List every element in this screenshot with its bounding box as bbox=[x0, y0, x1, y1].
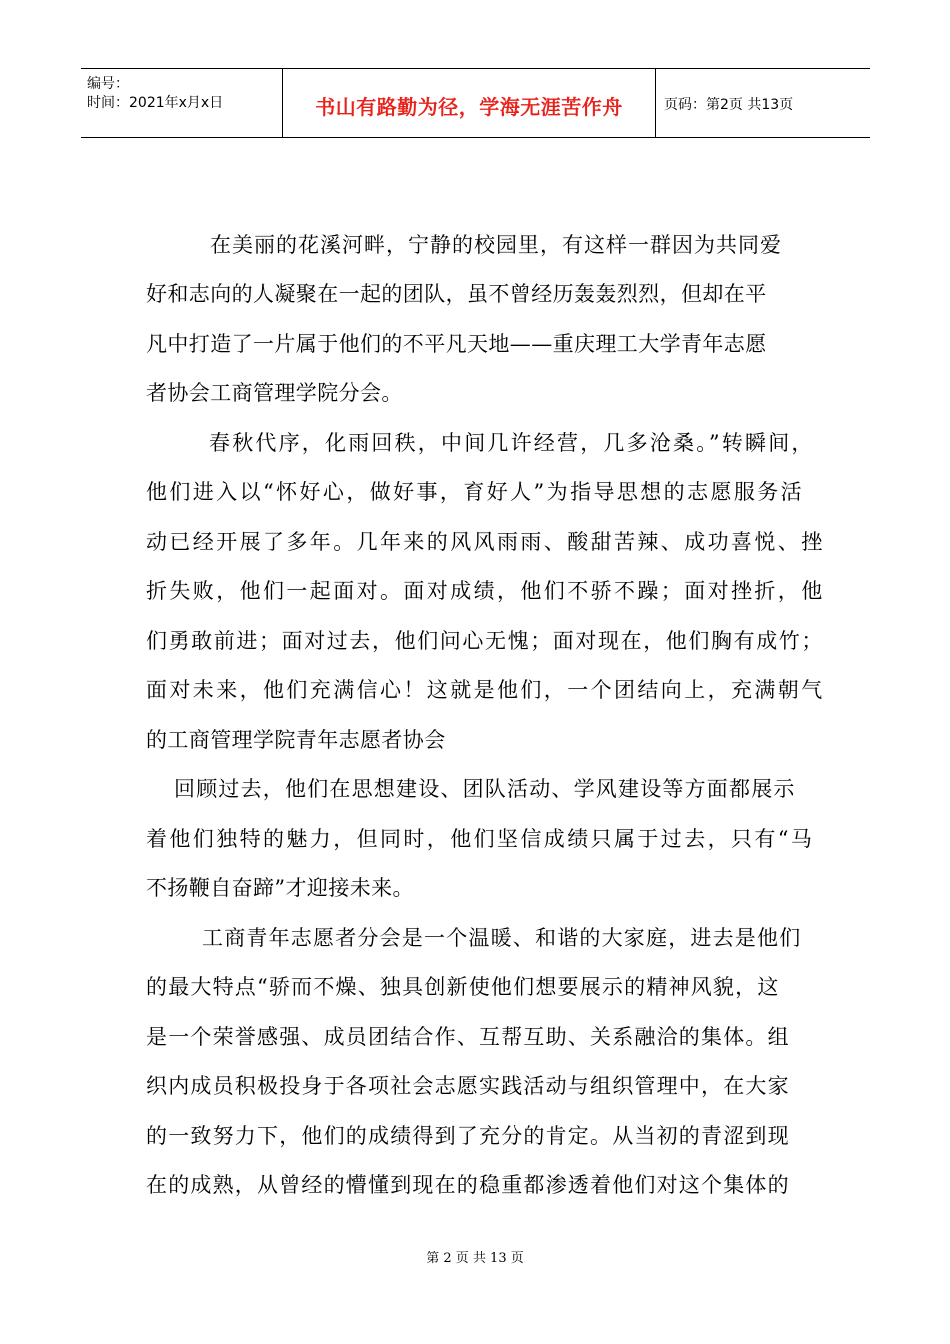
paragraph-line: 在的成熟，从曾经的懵懂到现在的稳重都渗透着他们对这个集体的 bbox=[146, 1173, 790, 1197]
paragraph-line: 的最大特点“骄而不燥、独具创新使他们想要展示的精神风貌，这 bbox=[146, 975, 780, 999]
page-info: 页码：第2页 共13页 bbox=[664, 97, 794, 113]
paragraph-line: 者协会工商管理学院分会。 bbox=[146, 381, 403, 405]
paragraph-line: 动已经开展了多年。几年来的风风雨雨、酸甜苦辣、成功喜悦、挫 bbox=[146, 530, 825, 554]
paragraph-line: 是一个荣誉感强、成员团结合作、互帮互助、关系融洽的集体。组 bbox=[146, 1025, 790, 1049]
page-footer: 第 2 页 共 13 页 bbox=[426, 1251, 524, 1266]
paragraph-line: 好和志向的人凝聚在一起的团队，虽不曾经历轰轰烈烈，但却在平 bbox=[146, 282, 767, 306]
paragraph-line: 在美丽的花溪河畔，宁静的校园里，有这样一群因为共同爱 bbox=[210, 233, 782, 257]
paragraph-line: 回顾过去，他们在思想建设、团队活动、学风建设等方面都展示 bbox=[174, 777, 796, 801]
paragraph-line: 面对未来，他们充满信心！这就是他们，一个团结向上，充满朝气 bbox=[146, 678, 825, 702]
time-label: 时间：2021年x月x日 bbox=[87, 95, 224, 111]
header-motto-cell bbox=[283, 69, 656, 137]
paragraph-line: 们勇敢前进；面对过去，他们问心无愧；面对现在，他们胸有成竹； bbox=[146, 629, 824, 653]
header-page-cell bbox=[656, 69, 870, 137]
paragraph-line: 他们进入以“怀好心，做好事，育好人”为指导思想的志愿服务活 bbox=[146, 480, 805, 504]
paragraph-line: 折失败，他们一起面对。面对成绩，他们不骄不躁；面对挫折，他 bbox=[146, 579, 825, 603]
document-header bbox=[81, 68, 870, 138]
paragraph-line: 织内成员积极投身于各项社会志愿实践活动与组织管理中，在大家 bbox=[146, 1074, 790, 1098]
number-label: 编号： bbox=[87, 76, 129, 92]
paragraph-line: 着他们独特的魅力，但同时，他们坚信成绩只属于过去，只有“马 bbox=[146, 827, 815, 851]
paragraph-line: 工商青年志愿者分会是一个温暖、和谐的大家庭，进去是他们 bbox=[202, 926, 802, 950]
paragraph-line: 春秋代序，化雨回秩，中间几许经营，几多沧桑。”转瞬间， bbox=[209, 431, 815, 455]
header-meta-cell bbox=[81, 69, 283, 137]
paragraph-line: 不扬鞭自奋蹄”才迎接未来。 bbox=[146, 876, 414, 900]
paragraph-line: 的工商管理学院青年志愿者协会 bbox=[146, 728, 446, 752]
motto-text: 书山有路勤为径，学海无涯苦作舟 bbox=[315, 95, 623, 119]
paragraph-line: 的一致努力下，他们的成绩得到了充分的肯定。从当初的青涩到现 bbox=[146, 1124, 790, 1148]
paragraph-line: 凡中打造了一片属于他们的不平凡天地——重庆理工大学青年志愿 bbox=[146, 332, 767, 356]
